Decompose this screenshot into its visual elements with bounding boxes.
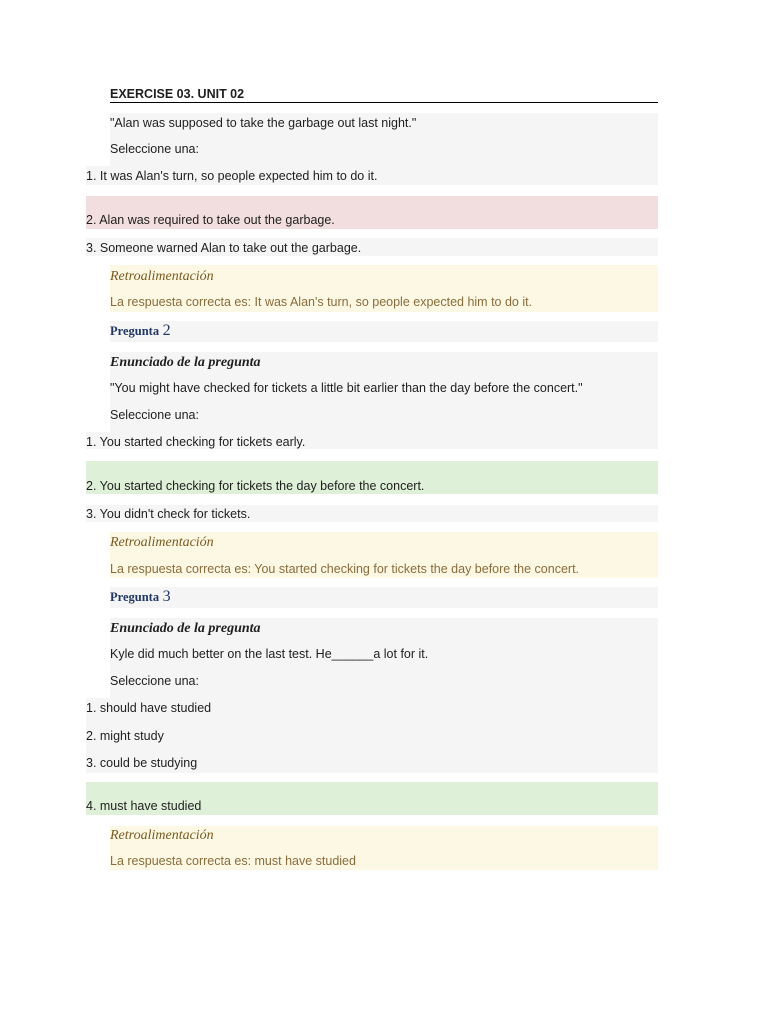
q2-header-box [110, 321, 658, 342]
q3-select-prompt: Seleccione una: [110, 674, 199, 688]
q2-feedback-title: Retroalimentación [110, 535, 214, 550]
q3-option-3[interactable]: 3. could be studying [86, 756, 198, 770]
q3-option-4[interactable]: 4. must have studied [86, 799, 202, 813]
q1-option-2[interactable]: 2. Alan was required to take out the garbage. [86, 213, 335, 227]
q3-header-box [110, 587, 658, 608]
q1-option-3[interactable]: 3. Someone warned Alan to take out the garbage. [86, 241, 362, 255]
q3-option-1[interactable]: 1. should have studied [86, 701, 212, 715]
q3-statement: Kyle did much better on the last test. He______a lot for it. [110, 647, 429, 661]
q2-statement-title: Enunciado de la pregunta [110, 355, 261, 370]
q2-feedback-text: La respuesta correcta es: You started checking for tickets the day before the concert. [110, 562, 580, 576]
q2-option-2[interactable]: 2. You started checking for tickets the day before the concert. [86, 479, 425, 493]
q3-feedback-title: Retroalimentación [110, 828, 214, 843]
q1-feedback-title: Retroalimentación [110, 269, 214, 284]
q2-label: Pregunta [110, 324, 160, 338]
exercise-title: EXERCISE 03. UNIT 02 [110, 87, 658, 103]
q1-feedback-text: La respuesta correcta es: It was Alan's turn, so people expected him to do it. [110, 295, 533, 309]
q2-statement: "You might have checked for tickets a little bit earlier than the day before the concert." [110, 381, 583, 395]
q3-option-2[interactable]: 2. might study [86, 729, 164, 743]
q2-option-1[interactable]: 1. You started checking for tickets early. [86, 435, 306, 449]
q1-statement: "Alan was supposed to take the garbage out last night." [110, 116, 417, 130]
q3-header [110, 589, 171, 605]
q3-feedback-text: La respuesta correcta es: must have studied [110, 854, 356, 868]
q2-header [110, 323, 171, 339]
q2-select-prompt: Seleccione una: [110, 408, 199, 422]
q3-label: Pregunta [110, 590, 160, 604]
q1-select-prompt: Seleccione una: [110, 142, 199, 156]
q3-number: 3 [162, 588, 171, 605]
q2-option-3[interactable]: 3. You didn't check for tickets. [86, 507, 251, 521]
q2-number: 2 [162, 322, 171, 339]
q3-statement-title: Enunciado de la pregunta [110, 621, 261, 636]
q1-option-1[interactable]: 1. It was Alan's turn, so people expected him to do it. [86, 169, 378, 183]
